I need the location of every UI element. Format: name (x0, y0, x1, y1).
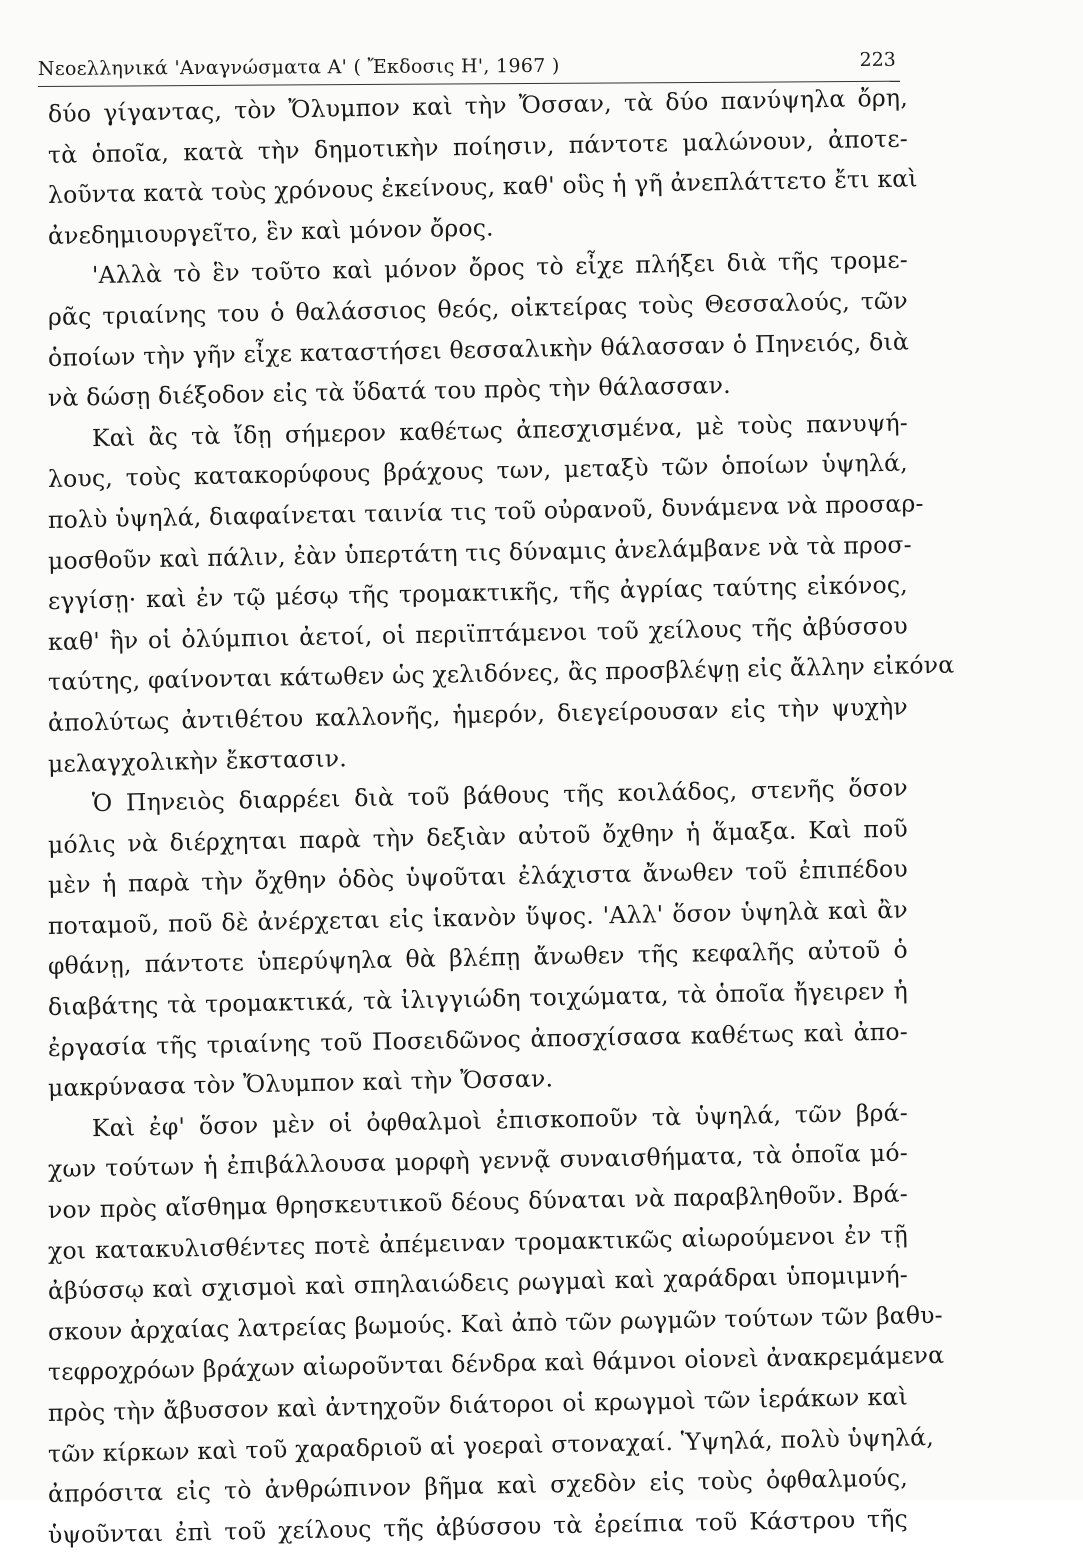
page-number: 223 (859, 48, 896, 71)
text-line: 'Αλλὰ τὸ ἓν τοῦτο καὶ μόνον ὄρος τὸ εἶχε πλήξει διὰ τῆς τρομε- (91, 245, 909, 290)
text-line: τεφροχρόων βράχων αἰωροῦνται δένδρα καὶ θάμνοι οἱονεὶ ἀνακρεμάμενα (47, 1341, 945, 1387)
text-line: πρὸς τὴν ἄβυσσον καὶ ἀντηχοῦν διάτοροι οἱ κρωγμοὶ τῶν ἱεράκων καὶ (47, 1382, 909, 1427)
text-line: μελαγχολικὴν ἔκστασιν. (47, 743, 348, 778)
text-line: ἀπολύτως ἀντιθέτου καλλονῆς, ἡμερόν, διεγείρουσαν εἰς τὴν ψυχὴν (47, 692, 909, 737)
text-line: μοσθοῦν καὶ πάλιν, ἐὰν ὑπερτάτη τις δύναμις ἀνελάμβανε νὰ τὰ προσ- (47, 529, 913, 575)
text-line: ἀπρόσιτα εἰς τὸ ἀνθρώπινον βῆμα καὶ σχεδὸν εἰς τοὺς ὀφθαλμούς, (47, 1463, 909, 1509)
text-line: καθ' ἣν οἱ ὀλύμπιοι ἀετοί, οἱ περιϊπτάμενοι τοῦ χείλους τῆς ἀβύσσου (47, 611, 909, 656)
text-line: τῶν κίρκων καὶ τοῦ χαραδριοῦ αἱ γοεραὶ στοναχαί. Ὑψηλά, πολὺ ὑψηλά, (47, 1422, 935, 1468)
text-line: σκουν ἀρχαίας λατρείας βωμούς. Καὶ ἀπὸ τῶν ρωγμῶν τούτων τῶν βαθυ- (47, 1300, 944, 1346)
text-line: ὁποίων τὴν γῆν εἶχε καταστήσει θεσσαλικὴν θάλασσαν ὁ Πηνειός, διὰ (47, 327, 910, 372)
text-line: μόλις νὰ διέρχηται παρὰ τὴν δεξιὰν αὐτοῦ ὄχθην ἡ ἅμαξα. Καὶ ποῦ (47, 814, 909, 859)
text-line: μακρύνασα τὸν Ὄλυμπον καὶ τὴν Ὄσσαν. (47, 1064, 554, 1103)
text-line: δύο γίγαντας, τὸν Ὄλυμπον καὶ τὴν Ὄσσαν, τὰ δύο πανύψηλα ὄρη, (47, 83, 909, 128)
text-line: ταύτης, φαίνονται κάτωθεν ὡς χελιδόνες, ἂς προσβλέψῃ εἰς ἄλλην εἰκόνα (47, 650, 955, 697)
running-head-title: Νεοελληνικά 'Αναγνώσματα Α' ( Ἔκδοσις Η', 1967 ) (37, 54, 560, 81)
text-line: τὰ ὁποῖα, κατὰ τὴν δημοτικὴν ποίησιν, πάντοτε μαλώνουν, ἀποτε- (47, 124, 909, 169)
body-text (47, 83, 955, 1555)
text-line: Καὶ ἂς τὰ ἴδῃ σήμερον καθέτως ἀπεσχισμένα, μὲ τοὺς πανυψή- (91, 408, 909, 452)
text-line: νον πρὸς αἴσθημα θρησκευτικοῦ δέους δύναται νὰ παραβληθοῦν. Βρά- (47, 1179, 909, 1225)
text-line: Ὁ Πηνειὸς διαρρέει διὰ τοῦ βάθους τῆς κοιλάδος, στενῆς ὅσον (91, 773, 909, 818)
text-line: λοῦντα κατὰ τοὺς χρόνους ἐκείνους, καθ' οὓς ἡ γῆ ἀνεπλάττετο ἔτι καὶ (47, 164, 918, 210)
text-line: μὲν ἡ παρὰ τὴν ὄχθην ὁδὸς ὑψοῦται ἐλάχιστα ἄνωθεν τοῦ ἐπιπέδου (47, 854, 909, 900)
text-line: χων τούτων ἡ ἐπιβάλλουσα μορφὴ γεννᾷ συναισθήματα, τὰ ὁποῖα μό- (47, 1138, 909, 1184)
text-line: φθάνῃ, πάντοτε ὑπερύψηλα θὰ βλέπῃ ἄνωθεν τῆς κεφαλῆς αὐτοῦ ὁ (47, 935, 909, 981)
text-line: διαβάτης τὰ τρομακτικά, τὰ ἰλιγγιώδη τοιχώματα, τὰ ὁποῖα ἤγειρεν ἡ (47, 976, 909, 1022)
text-line: ρᾶς τριαίνης του ὁ θαλάσσιος θεός, οἰκτείρας τοὺς Θεσσαλούς, τῶν (47, 286, 909, 331)
text-line: ἀνεδημιουργεῖτο, ἓν καὶ μόνον ὄρος. (47, 213, 494, 250)
text-line: ὑψοῦνται ἐπὶ τοῦ χείλους τῆς ἀβύσσου τὰ ἐρείπια τοῦ Κάστρου τῆς (47, 1504, 909, 1549)
text-line: πολὺ ὑψηλά, διαφαίνεται ταινία τις τοῦ οὐρανοῦ, δυνάμενα νὰ προσαρ- (47, 489, 924, 534)
text-line: Καὶ ἐφ' ὅσον μὲν οἱ ὀφθαλμοὶ ἐπισκοποῦν τὰ ὑψηλά, τῶν βρά- (91, 1098, 909, 1142)
text-line: ποταμοῦ, ποῦ δὲ ἀνέρχεται εἰς ἱκανὸν ὕψος. 'Αλλ' ὅσον ὑψηλὰ καὶ ἂν (47, 895, 909, 940)
text-line: ἀβύσσῳ καὶ σχισμοὶ καὶ σπηλαιώδεις ρωγμαὶ καὶ χαράδραι ὑπομιμνή- (47, 1260, 909, 1306)
text-line: νὰ δώσῃ διέξοδον εἰς τὰ ὕδατά του πρὸς τὴν θάλασσαν. (47, 371, 732, 413)
text-line: εγγίσῃ· καὶ ἐν τῷ μέσῳ τῆς τρομακτικῆς, τῆς ἀγρίας ταύτης εἰκόνος, (47, 570, 909, 616)
text-line: λους, τοὺς κατακορύφους βράχους των, μεταξὺ τῶν ὁποίων ὑψηλά, (47, 448, 909, 494)
text-line: χοι κατακυλισθέντες ποτὲ ἀπέμειναν τρομακτικῶς αἰωρούμενοι ἐν τῇ (47, 1220, 909, 1265)
text-line: ἐργασία τῆς τριαίνης τοῦ Ποσειδῶνος ἀποσχίσασα καθέτως καὶ ἀπο- (47, 1017, 909, 1062)
